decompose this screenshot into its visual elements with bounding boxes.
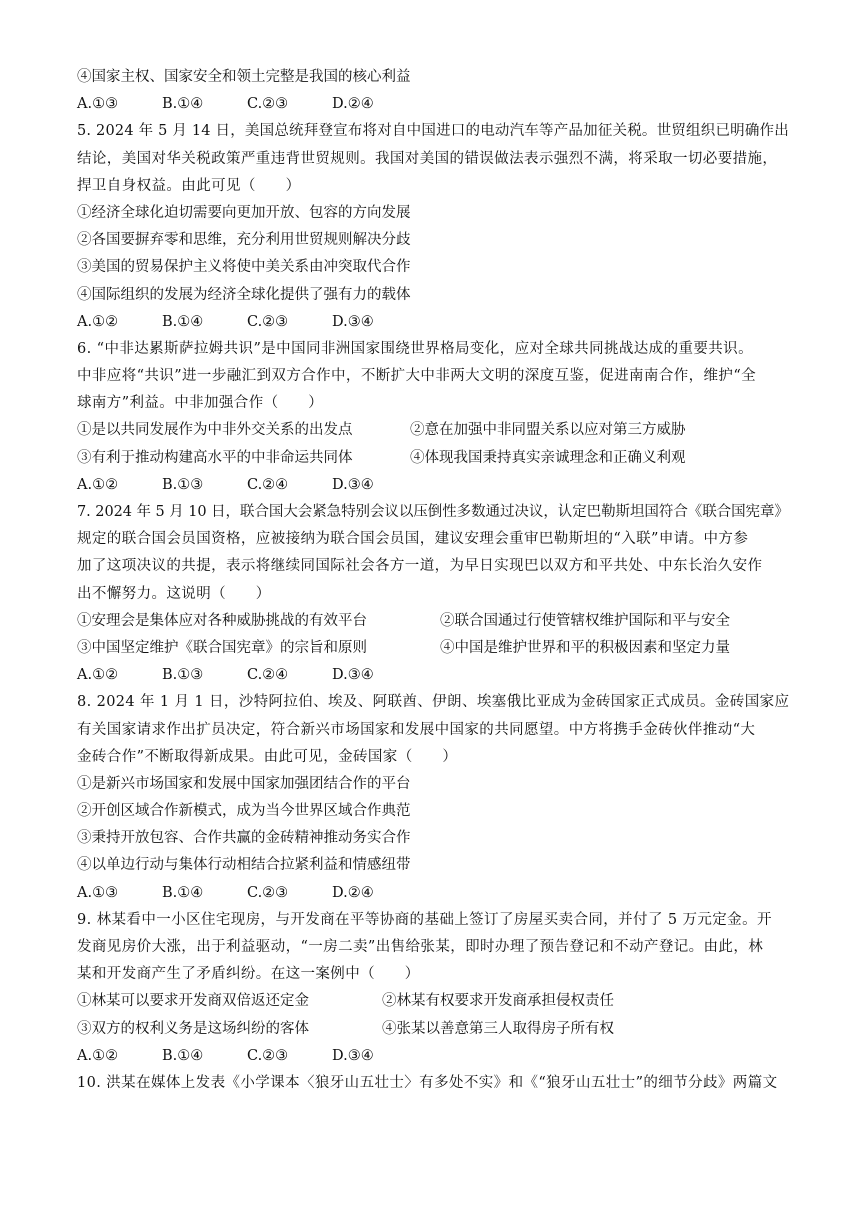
q5-answer-row — [77, 309, 787, 336]
q7-items-row-2 — [77, 635, 787, 662]
q7-answer-row — [77, 662, 787, 689]
q8-answer-c: C.②③ — [247, 884, 289, 901]
q5-stem-line: 5. 2024 年 5 月 14 日，美国总统拜登宣布将对自中国进口的电动汽车等产品加征关税。世贸组织已明确作出 — [77, 123, 789, 140]
exam-page — [77, 64, 790, 1097]
q5-item-3: ③美国的贸易保护主义将使中美关系由冲突取代合作 — [77, 259, 411, 276]
q6-item-2: ②意在加强中非同盟关系以应对第三方威胁 — [410, 422, 686, 439]
q7-item-2: ②联合国通过行使管辖权维护国际和平与安全 — [440, 612, 730, 629]
q7-items-row-1 — [77, 608, 787, 635]
q7-stem-line: 7. 2024 年 5 月 10 日，联合国大会紧急特别会议以压倒性多数通过决议，认定巴勒斯坦国符合《联合国宪章》 — [77, 504, 789, 520]
q4-answer-b: B.①④ — [162, 96, 204, 113]
q8-stem-line: 金砖合作”不断取得新成果。由此可见，金砖国家（ ） — [77, 748, 458, 765]
q7-item-4: ④中国是维护世界和平的积极因素和坚定力量 — [440, 639, 730, 656]
q9-item-2: ②林某有权要求开发商承担侵权责任 — [382, 993, 614, 1010]
q8-answer-b: B.①④ — [162, 884, 204, 901]
q4-answer-a: A.①③ — [77, 96, 119, 113]
q5-item-2: ②各国要摒弃零和思维，充分利用世贸规则解决分歧 — [77, 232, 411, 249]
q6-items-row-1 — [77, 417, 787, 444]
q5-stem-line: 结论，美国对华关税政策严重违背世贸规则。我国对美国的错误做法表示强烈不满，将采取一切必要措施， — [77, 150, 778, 167]
q8-item-2: ②开创区域合作新模式，成为当今世界区域合作典范 — [77, 803, 411, 820]
q7-stem-line: 出不懈努力。这说明（ ） — [77, 585, 271, 602]
q6-answer-c: C.②④ — [247, 476, 289, 493]
q8-stem-line: 8. 2024 年 1 月 1 日，沙特阿拉伯、埃及、阿联酋、伊朗、埃塞俄比亚成为金砖国家正式成员。金砖国家应 — [77, 694, 790, 711]
q7-answer-c: C.②④ — [247, 667, 289, 684]
q9-stem-line: 发商见房价大涨，出于利益驱动，“一房二卖”出售给张某，即时办理了预告登记和不动产登记。由此，林 — [77, 939, 764, 955]
q8-answer-row — [77, 880, 787, 907]
q6-stem-line: 6. “中非达累斯萨拉姆共识”是中国同非洲国家围绕世界格局变化，应对全球共同挑战达成的重要共识。 — [77, 340, 753, 357]
q4-item-4: ④国家主权、国家安全和领土完整是我国的核心利益 — [77, 69, 411, 85]
q5-item-4: ④国际组织的发展为经济全球化提供了强有力的载体 — [77, 286, 411, 303]
q7-answer-d: D.③④ — [332, 667, 374, 684]
q9-item-3: ③双方的权利义务是这场纠纷的客体 — [77, 1020, 309, 1037]
q8-answer-a: A.①③ — [77, 884, 119, 901]
q5-answer-a: A.①② — [77, 313, 119, 330]
q6-items-row-2 — [77, 445, 787, 472]
q6-answer-a: A.①② — [77, 476, 119, 493]
q7-answer-b: B.①③ — [162, 667, 204, 684]
q7-item-1: ①安理会是集体应对各种威胁挑战的有效平台 — [77, 612, 367, 629]
q9-answer-b: B.①④ — [162, 1047, 204, 1064]
q4-answer-row — [77, 91, 787, 118]
q8-item-4: ④以单边行动与集体行动相结合拉紧利益和情感纽带 — [77, 857, 411, 874]
q7-item-3: ③中国坚定维护《联合国宪章》的宗旨和原则 — [77, 639, 367, 656]
q6-item-4: ④体现我国秉持真实亲诚理念和正确义利观 — [410, 449, 686, 466]
q8-stem-line: 有关国家请求作出扩员决定，符合新兴市场国家和发展中国家的共同愿望。中方将携手金砖伙伴推动“大 — [77, 721, 756, 738]
q6-item-1: ①是以共同发展作为中非外交关系的出发点 — [77, 422, 353, 439]
q9-answer-d: D.③④ — [332, 1047, 374, 1064]
q9-stem-line: 9. 林某看中一小区住宅现房，与开发商在平等协商的基础上签订了房屋买卖合同，并付了 5 万元定金。开 — [77, 911, 772, 928]
q6-stem-line: 球南方”利益。中非加强合作（ ） — [77, 395, 324, 412]
q7-stem-line: 规定的联合国会员国资格，应被接纳为联合国会员国，建议安理会重审巴勒斯坦的“入联”申请。中方参 — [77, 531, 749, 548]
q9-items-row-1 — [77, 988, 787, 1015]
q7-stem-line: 加了这项决议的共提，表示将继续同国际社会各方一道，为早日实现巴以双方和平共处、中东长治久安作 — [77, 558, 763, 575]
q5-stem-line: 捍卫自身权益。由此可见（ ） — [77, 177, 301, 194]
q9-item-4: ④张某以善意第三人取得房子所有权 — [382, 1020, 614, 1037]
q10-stem-line: 10. 洪某在媒体上发表《小学课本〈狼牙山五壮士〉有多处不实》和《“狼牙山五壮士”的细节分歧》两篇文 — [77, 1074, 778, 1091]
q8-answer-d: D.②④ — [332, 884, 374, 901]
q9-items-row-2 — [77, 1016, 787, 1043]
q6-answer-row — [77, 472, 787, 499]
q4-answer-d: D.②④ — [332, 96, 374, 113]
q9-answer-a: A.①② — [77, 1047, 119, 1064]
q4-answer-c: C.②③ — [247, 96, 289, 113]
q5-item-1: ①经济全球化迫切需要向更加开放、包容的方向发展 — [77, 204, 411, 221]
q6-answer-b: B.①③ — [162, 476, 204, 493]
q9-stem-line: 某和开发商产生了矛盾纠纷。在这一案例中（ ） — [77, 966, 420, 983]
q6-item-3: ③有利于推动构建高水平的中非命运共同体 — [77, 449, 353, 466]
q5-answer-b: B.①④ — [162, 313, 204, 330]
q5-answer-c: C.②③ — [247, 313, 289, 330]
q9-item-1: ①林某可以要求开发商双倍返还定金 — [77, 993, 309, 1010]
q6-stem-line: 中非应将“共识”进一步融汇到双方合作中，不断扩大中非两大文明的深度互鉴，促进南南合作，维护“全 — [77, 368, 757, 385]
q9-answer-c: C.②③ — [247, 1047, 289, 1064]
q6-answer-d: D.③④ — [332, 476, 374, 493]
q9-answer-row — [77, 1043, 787, 1070]
q5-answer-d: D.③④ — [332, 313, 374, 330]
q7-answer-a: A.①② — [77, 667, 119, 684]
q8-item-1: ①是新兴市场国家和发展中国家加强团结合作的平台 — [77, 775, 411, 792]
q8-item-3: ③秉持开放包容、合作共赢的金砖精神推动务实合作 — [77, 830, 411, 847]
